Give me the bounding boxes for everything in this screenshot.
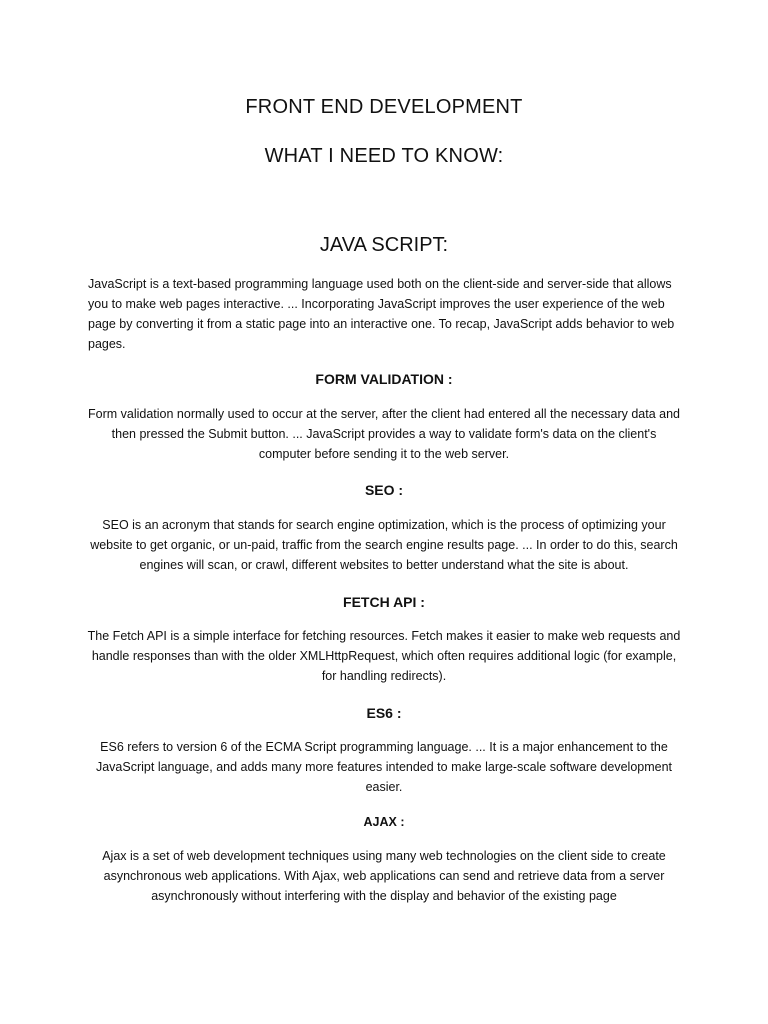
paragraph-ajax: Ajax is a set of web development techniques using many web technologies on the client side to create asynchronous web applications. With Ajax, web applications can send and retrieve data from a server asynchronously without interfering with the display and behavior of the existing page bbox=[102, 849, 666, 903]
heading-ajax: AJAX : bbox=[363, 815, 405, 829]
heading-es6: ES6 : bbox=[366, 705, 402, 721]
intro-paragraph: JavaScript is a text-based programming language used both on the client-side and server-side that allows you to make web pages interactive. ... Incorporating JavaScript improves the user experience of the web page by converting it from a static page into an interactive one. To recap, JavaScript adds behavior to web pages. bbox=[88, 277, 675, 351]
document-title-line-2: WHAT I NEED TO KNOW: bbox=[264, 145, 504, 167]
document-title-line-1: FRONT END DEVELOPMENT bbox=[245, 96, 523, 118]
paragraph-seo: SEO is an acronym that stands for search engine optimization, which is the process of optimizing your website to get organic, or un-paid, traffic from the search engine results page. ... In order to do this, search engines will scan, or crawl, different websites to better understand what the site is about. bbox=[90, 518, 678, 572]
paragraph-es6: ES6 refers to version 6 of the ECMA Script programming language. ... It is a major enhancement to the JavaScript language, and adds many more features intended to make large-scale software development easier. bbox=[95, 740, 673, 794]
heading-fetch-api: FETCH API : bbox=[343, 594, 425, 610]
paragraph-fetch-api: The Fetch API is a simple interface for fetching resources. Fetch makes it easier to make web requests and handle responses than with the older XMLHttpRequest, which often requires additional logic (for example, for handling redirects). bbox=[87, 629, 681, 683]
heading-seo: SEO : bbox=[364, 482, 404, 498]
section-title-javascript: JAVA SCRIPT: bbox=[319, 234, 449, 256]
paragraph-form-validation: Form validation normally used to occur at the server, after the client had entered all the necessary data and then pressed the Submit button. ... JavaScript provides a way to validate form's data on the client's computer before sending it to the web server. bbox=[88, 407, 680, 461]
heading-form-validation: FORM VALIDATION : bbox=[315, 371, 453, 387]
